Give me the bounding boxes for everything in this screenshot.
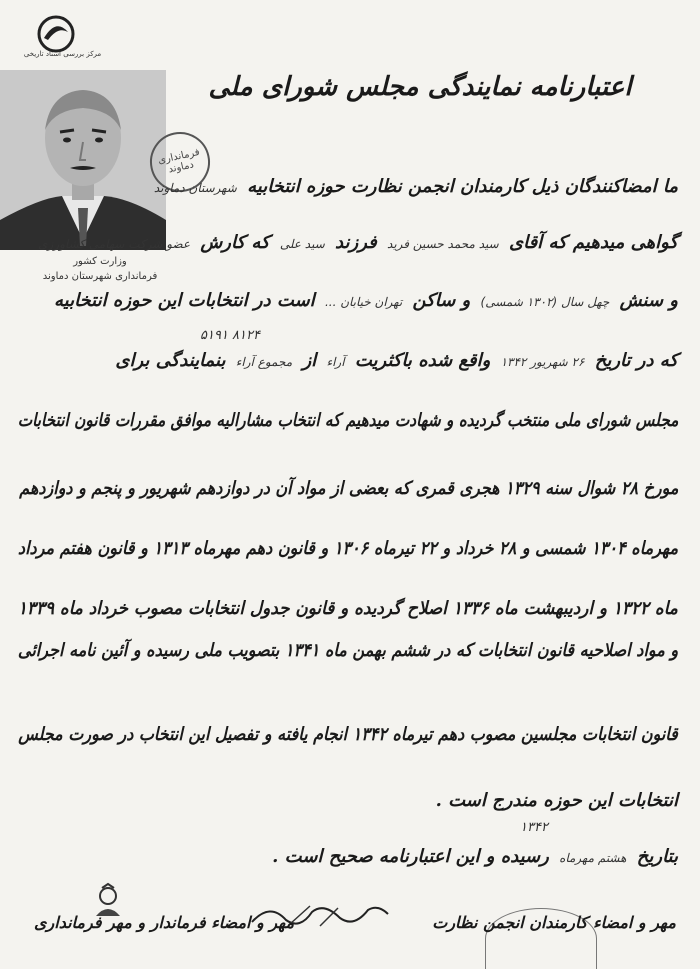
caption-line: وزارت کشور bbox=[73, 256, 127, 267]
photo-caption bbox=[10, 254, 190, 284]
body-line-2 bbox=[34, 232, 678, 253]
printed-text: بنمایندگی برای bbox=[115, 350, 226, 371]
handwritten-field: سید علی bbox=[279, 237, 325, 251]
handwritten-field: آراء bbox=[326, 355, 345, 369]
body-line-6: مورخ ۲۸ شوال سنه ۱۳۲۹ هجری قمری که بعضی از مواد آن در دوازدهم شهریور و پنجم و دوازدهم bbox=[18, 478, 678, 499]
printed-text: که در تاریخ bbox=[594, 350, 678, 371]
portrait-photo bbox=[0, 70, 166, 250]
governor-signature-label: مهر و امضاء فرماندار و مهر فرمانداری bbox=[34, 913, 295, 932]
body-line-4 bbox=[115, 350, 678, 371]
body-line-1 bbox=[150, 176, 678, 197]
council-signature-label: مهر و امضاء کارمندان انجمن نظارت bbox=[432, 913, 676, 932]
handwritten-field: تهران خیابان ... bbox=[324, 295, 403, 309]
printed-text: و سنش bbox=[619, 290, 678, 311]
printed-text: از bbox=[302, 350, 317, 371]
printed-text: است در انتخابات این حوزه انتخابیه bbox=[53, 290, 315, 311]
date-year: ۱۳۴۲ bbox=[520, 820, 548, 835]
body-line-12 bbox=[272, 846, 678, 867]
archive-label: مرکز بررسی اسناد تاریخی bbox=[23, 50, 102, 58]
printed-text: واقع شده باکثریت bbox=[354, 350, 491, 371]
printed-text: فرزند bbox=[335, 232, 377, 253]
handwritten-field: مجموع آراء bbox=[235, 355, 293, 369]
printed-text: و ساکن bbox=[412, 290, 471, 311]
handwritten-field: عضو شرکت سهامی کشاورزی bbox=[38, 237, 191, 251]
handwritten-field: سید محمد حسین فرید bbox=[387, 237, 499, 251]
body-line-8: ماه ۱۳۲۲ و اردیبهشت ماه ۱۳۳۶ اصلاح گردیده و قانون جدول انتخابات مصوب خرداد ماه ۱۳۳۹ bbox=[18, 598, 678, 619]
signature-row bbox=[20, 905, 680, 945]
handwritten-field: چهل سال (۱۳۰۲ شمسی) bbox=[480, 295, 610, 309]
body-line-3 bbox=[54, 290, 678, 311]
handwritten-field: هشتم مهرماه bbox=[559, 851, 627, 865]
body-line-5: مجلس شورای ملی منتخب گردیده و شهادت میدهیم که انتخاب مشارالیه موافق مقررات قانون انتخابات bbox=[17, 410, 678, 431]
document-title: اعتبارنامه نمایندگی مجلس شورای ملی bbox=[208, 72, 632, 102]
body-line-7: مهرماه ۱۳۰۴ شمسی و ۲۸ خرداد و ۲۲ تیرماه ۱۳۰۶ و قانون دهم مهرماه ۱۳۱۳ و قانون هفتم مرداد bbox=[17, 538, 678, 559]
printed-text: که کارش bbox=[200, 232, 270, 253]
printed-text: گواهی میدهیم که آقای bbox=[509, 232, 678, 253]
printed-text: بتاریخ bbox=[636, 846, 678, 867]
ministry-stamp: فرمانداری دماوند bbox=[144, 126, 215, 197]
handwritten-field: شهرستان دماوند bbox=[153, 181, 237, 195]
handwritten-numbers: ۵۱۹۱ ۸۱۲۴ bbox=[200, 328, 260, 343]
body-line-10: قانون انتخابات مجلسین مصوب دهم تیرماه ۱۳۴۲ انجام یافته و تفصیل این انتخاب در صورت مجلس bbox=[18, 724, 678, 745]
archive-logo-icon bbox=[34, 14, 78, 54]
printed-text: رسیده و این اعتبارنامه صحیح است . bbox=[272, 846, 549, 867]
body-line-9: و مواد اصلاحیه قانون انتخابات که در ششم بهمن ماه ۱۳۴۱ بتصویب ملی رسیده و آئین نامه اجرائی bbox=[17, 640, 678, 661]
printed-text: ما امضاکنندگان ذیل کارمندان انجمن نظارت حوزه انتخابیه bbox=[247, 176, 678, 197]
caption-line: فرمانداری شهرستان دماوند bbox=[42, 271, 158, 282]
body-line-11: انتخابات این حوزه مندرج است . bbox=[435, 790, 678, 811]
handwritten-field: ۲۶ شهریور ۱۳۴۲ bbox=[500, 355, 585, 369]
